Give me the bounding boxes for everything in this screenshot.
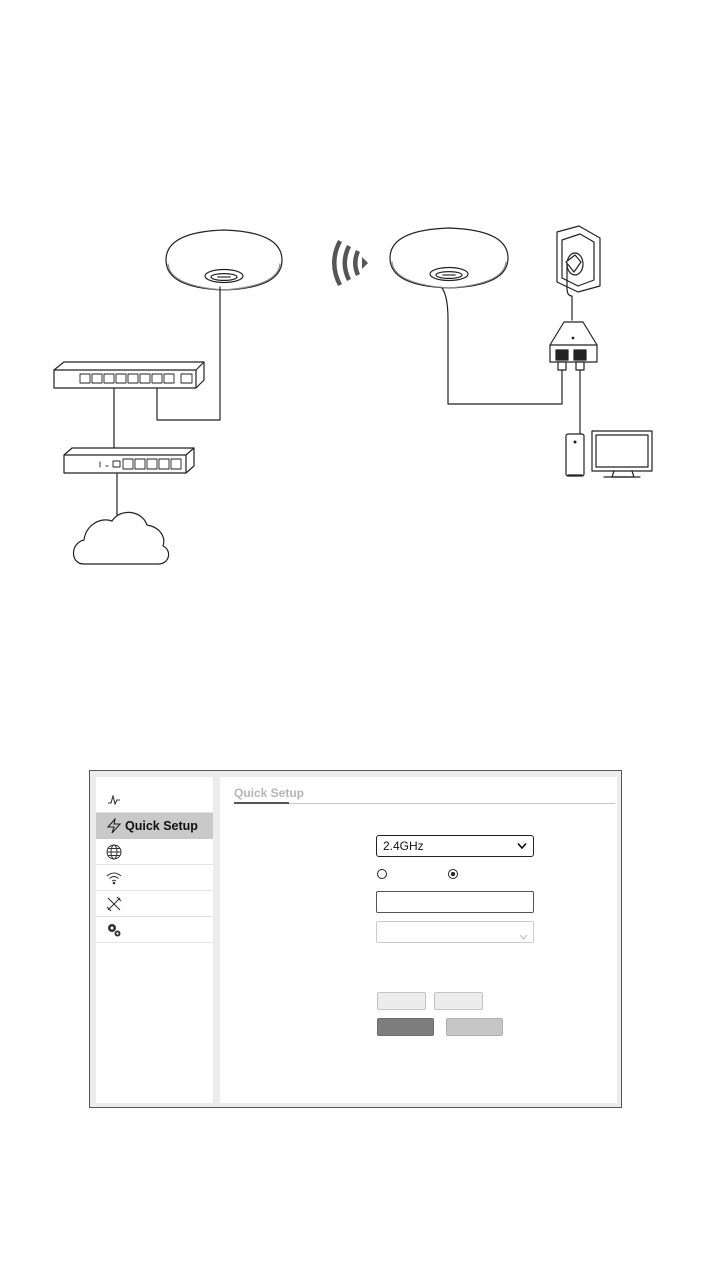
sidebar-item-network[interactable] <box>96 839 213 865</box>
secondary-button-2[interactable] <box>434 992 483 1010</box>
disabled-select[interactable] <box>376 921 534 943</box>
sidebar-item-system[interactable] <box>96 917 213 943</box>
secondary-button-1[interactable] <box>377 992 426 1010</box>
mobile-device <box>566 434 584 476</box>
tools-icon <box>104 894 124 914</box>
lightning-icon <box>104 816 124 836</box>
primary-button[interactable] <box>377 1018 434 1036</box>
sidebar-item-tools[interactable] <box>96 891 213 917</box>
disabled-button[interactable] <box>446 1018 503 1036</box>
wireless-signal-icon <box>332 240 368 286</box>
ceiling-ap-root <box>166 230 282 290</box>
main-panel <box>220 777 617 1103</box>
admin-ui-mockup <box>89 770 622 1108</box>
chevron-down-icon <box>519 928 528 946</box>
band-select[interactable] <box>376 835 534 857</box>
radio-option-left[interactable] <box>377 869 387 879</box>
poe-switch <box>54 362 204 388</box>
sidebar-item-wireless[interactable] <box>96 865 213 891</box>
cable-ap-to-switch <box>157 287 220 420</box>
band-select-value: 2.4GHz <box>383 839 424 853</box>
chevron-down-icon <box>517 842 527 850</box>
gears-icon <box>104 920 124 940</box>
internet-cloud <box>74 512 169 564</box>
status-pulse-icon <box>104 790 124 810</box>
sidebar <box>96 777 213 1103</box>
sidebar-item-label: Quick Setup <box>125 819 198 833</box>
wall-socket <box>557 226 600 320</box>
wifi-icon <box>104 868 124 888</box>
globe-icon <box>104 842 124 862</box>
cable-ap-to-injector <box>442 288 562 404</box>
sidebar-item-quick-setup[interactable] <box>96 813 213 839</box>
ceiling-ap-mesh <box>390 228 508 288</box>
radio-option-right[interactable] <box>448 869 458 879</box>
computer-monitor <box>592 431 652 477</box>
router <box>64 448 194 473</box>
tab-divider <box>234 803 615 804</box>
tab-active-indicator <box>234 802 289 804</box>
sidebar-item-status[interactable] <box>96 787 213 813</box>
tab-quick-setup[interactable]: Quick Setup <box>234 786 305 800</box>
text-input[interactable] <box>376 891 534 913</box>
poe-injector <box>550 322 597 370</box>
